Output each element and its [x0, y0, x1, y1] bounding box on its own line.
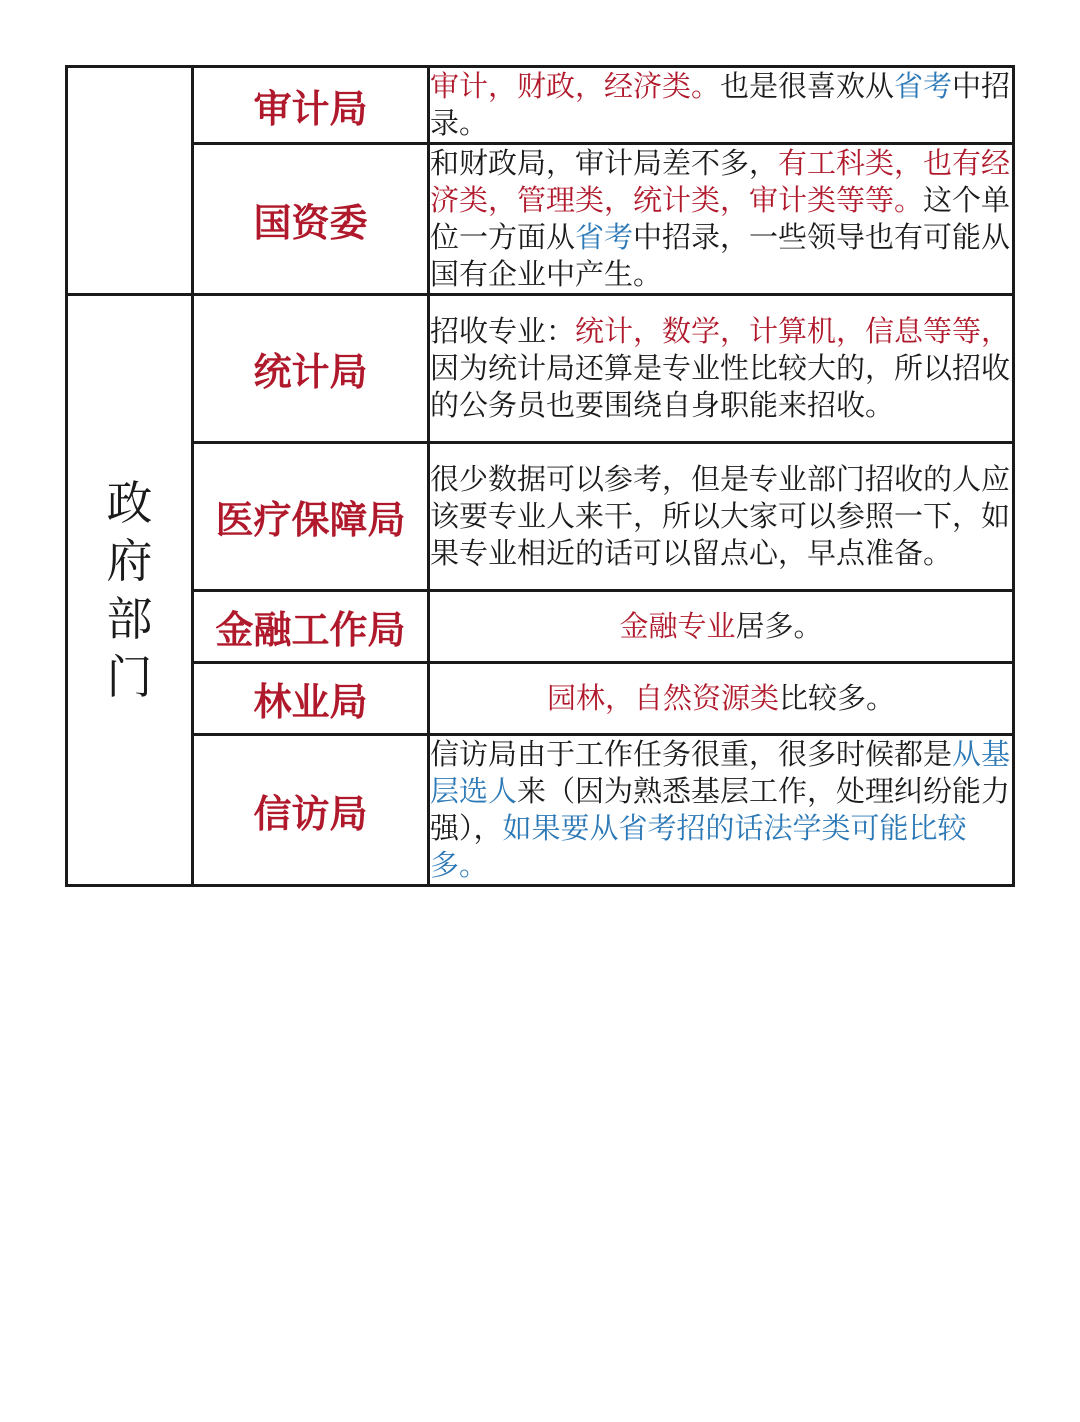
desc-segment: 来（因为熟悉基层工作，处理纠纷能力强）， [430, 774, 1011, 845]
dept-desc-cell [429, 735, 1014, 886]
table-row [67, 443, 1014, 591]
group-cell-top [67, 67, 193, 295]
desc-segment: 如果要从省考招的话法学类可能比较多。 [430, 811, 967, 882]
dept-name-cell: 审计局 [193, 67, 429, 144]
desc-segment: 中招录。 [430, 69, 1011, 140]
dept-desc-cell [429, 67, 1014, 144]
table-row [67, 591, 1014, 663]
desc-segment: 信访局由于工作任务很重，很多时候都是 [430, 737, 953, 771]
dept-desc-cell [429, 443, 1014, 591]
desc-segment: 招收专业： [430, 314, 576, 348]
dept-name-cell: 林业局 [193, 663, 429, 735]
desc-segment: 比较多。 [779, 681, 896, 715]
dept-desc-cell [429, 295, 1014, 443]
desc-segment: 很少数据可以参考，但是专业部门招收的人应该要专业人来干，所以大家可以参照一下，如果专业相近的话可以留点心，早点准备。 [430, 462, 1011, 570]
desc-segment: 因为统计局还算是专业性比较大的，所以招收的公务员也要围绕自身职能来招收。 [430, 351, 1011, 422]
desc-segment: 省考 [575, 220, 634, 254]
dept-name-cell: 金融工作局 [193, 591, 429, 663]
desc-segment: 也是很喜欢从 [720, 69, 895, 103]
dept-name-cell: 医疗保障局 [193, 443, 429, 591]
desc-segment: 审计，财政，经济类。 [430, 69, 721, 103]
dept-desc-cell [429, 144, 1014, 295]
desc-segment: 从基层选人 [430, 737, 1011, 808]
group-cell-gov [67, 295, 193, 886]
dept-name-cell: 信访局 [193, 735, 429, 886]
desc-segment: 有工科类，也有经济类，管理类，统计类，审计类等等。 [430, 146, 1011, 217]
table-row [67, 144, 1014, 295]
dept-name-cell: 统计局 [193, 295, 429, 443]
desc-segment: 和财政局，审计局差不多， [430, 146, 779, 180]
desc-segment: 金融专业 [619, 609, 736, 643]
dept-name-cell: 国资委 [193, 144, 429, 295]
department-table [65, 65, 1015, 887]
group-label: 政府部门 [106, 476, 153, 704]
desc-segment: 统计，数学，计算机，信息等等， [575, 314, 1011, 348]
table-row [67, 295, 1014, 443]
table-row [67, 663, 1014, 735]
desc-segment: 这个单位一方面从 [430, 183, 1011, 254]
dept-desc-cell [429, 663, 1014, 735]
table-row [67, 67, 1014, 144]
desc-segment: 省考 [894, 69, 953, 103]
dept-desc-cell [429, 591, 1014, 663]
table-row [67, 735, 1014, 886]
desc-segment: 居多。 [735, 609, 823, 643]
desc-segment: 中招录，一些领导也有可能从国有企业中产生。 [430, 220, 1011, 291]
desc-segment: 园林，自然资源类 [546, 681, 779, 715]
